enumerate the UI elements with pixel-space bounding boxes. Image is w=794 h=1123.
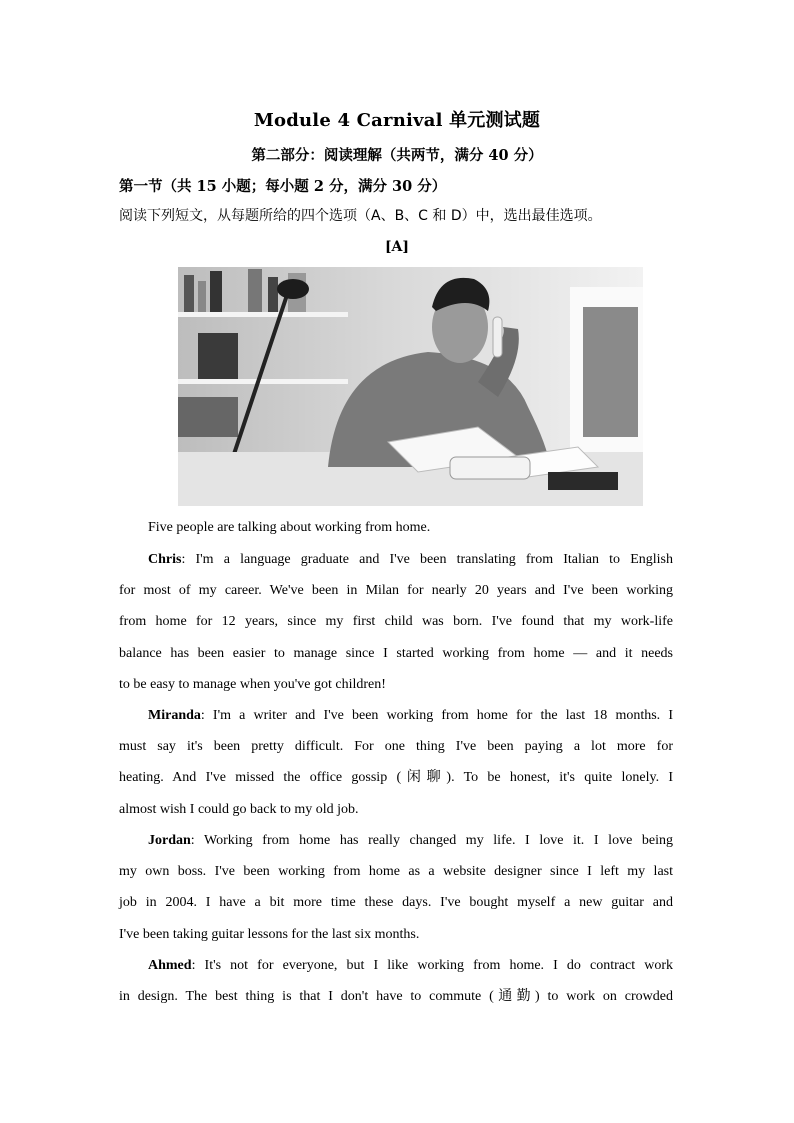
paragraph-ahmed-line-2: in design. The best thing is that I don't have to commute (通勤) to work on crowded	[119, 989, 673, 1004]
speaker-name: Chris	[148, 552, 182, 567]
document-title: Module 4 Carnival 单元测试题	[253, 110, 541, 131]
speaker-name: Ahmed	[148, 958, 192, 973]
paragraph-chris-line-3: from home for 12 years, since my first child was born. I've found that my work-life	[119, 614, 673, 629]
paragraph-miranda-line-2: must say it's been pretty difficult. For one thing I've been paying a lot more for	[119, 739, 673, 754]
paragraph-jordan-line-2: my own boss. I've been working from home as a website designer since I left my last	[119, 864, 673, 879]
paragraph-chris-line-4: balance has been easier to manage since I started working from home — and it needs	[119, 646, 673, 661]
paragraph-jordan-line-3: job in 2004. I have a bit more time these days. I've bought myself a new guitar and	[119, 895, 673, 910]
paragraph-miranda-line-4: almost wish I could go back to my old job.	[119, 802, 359, 817]
passage-intro: Five people are talking about working from home.	[148, 520, 431, 535]
paragraph-chris-line-1: Chris: I'm a language graduate and I've been translating from Italian to English	[148, 552, 673, 567]
paragraph-miranda-line-3: heating. And I've missed the office gossip (闲聊). To be honest, it's quite lonely. I	[119, 770, 673, 785]
paragraph-jordan-line-1: Jordan: Working from home has really changed my life. I love it. I love being	[148, 833, 673, 848]
paragraph-jordan-line-4: I've been taking guitar lessons for the last six months.	[119, 927, 420, 942]
man-on-phone-photo	[178, 267, 643, 506]
section-heading: 第一节（共 15 小题；每小题 2 分，满分 30 分）	[119, 178, 447, 195]
speaker-name: Jordan	[148, 833, 191, 848]
paragraph-chris-line-5: to be easy to manage when you've got children!	[119, 677, 386, 692]
speaker-name: Miranda	[148, 708, 201, 723]
paragraph-miranda-line-1: Miranda: I'm a writer and I've been working from home for the last 18 months. I	[148, 708, 673, 723]
part-heading: 第二部分：阅读理解（共两节，满分 40 分）	[251, 147, 543, 164]
paragraph-ahmed-line-1: Ahmed: It's not for everyone, but I like working from home. I do contract work	[148, 958, 673, 973]
paragraph-chris-line-2: for most of my career. We've been in Milan for nearly 20 years and I've been working	[119, 583, 673, 598]
passage-label: [A]	[384, 239, 410, 255]
instruction-text: 阅读下列短文，从每题所给的四个选项（A、B、C 和 D）中，选出最佳选项。	[119, 208, 602, 224]
